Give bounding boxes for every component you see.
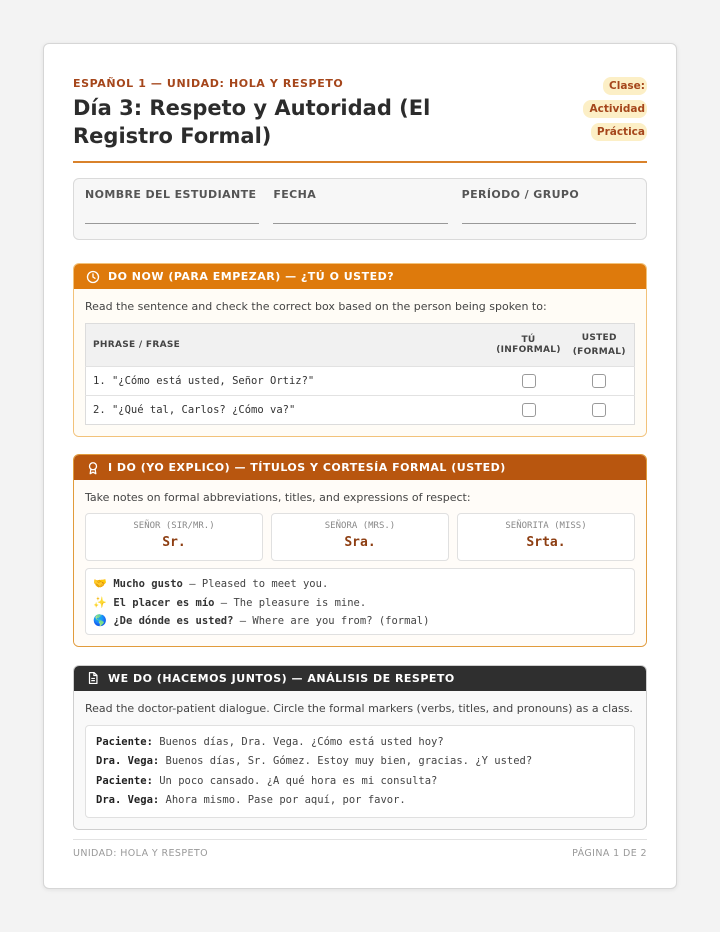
abbreviation-cards <box>85 513 635 561</box>
expression-item <box>93 594 627 613</box>
abbreviation-value: Sr. <box>162 535 186 550</box>
worksheet-header <box>73 44 647 163</box>
abbreviation-label: SEÑORA (MRS.) <box>324 521 396 531</box>
line-text: Un poco cansado. ¿A qué hora es mi consulta? <box>152 774 438 787</box>
page-number: PÁGINA 1 DE 2 <box>572 848 647 859</box>
date-line[interactable] <box>273 223 447 224</box>
do-now-instructions: Read the sentence and check the correct box based on the person being spoken to: <box>85 300 547 313</box>
dialogue-line <box>96 791 624 811</box>
abbreviation-card <box>271 513 449 561</box>
phrase-table <box>85 323 635 425</box>
student-info-box <box>73 178 647 240</box>
phrase-cell: 1. "¿Cómo está usted, Señor Ortiz?" <box>86 367 493 396</box>
dialogue-line <box>96 752 624 772</box>
dialogue-line <box>96 772 624 792</box>
expression-phrase: El placer es mío <box>113 596 215 609</box>
expression-phrase: Mucho gusto <box>113 578 183 590</box>
period-label: PERÍODO / GRUPO <box>461 188 580 201</box>
period-line[interactable] <box>462 223 636 224</box>
usted-checkbox[interactable] <box>592 403 606 417</box>
footer-unit: UNIDAD: HOLA Y RESPETO <box>73 848 208 859</box>
line-text: Buenos días, Sr. Gómez. Estoy muy bien, gracias. ¿Y usted? <box>159 755 533 767</box>
we-do-section <box>73 665 647 830</box>
expression-item <box>93 575 627 594</box>
abbreviation-card <box>85 513 263 561</box>
expression-phrase: ¿De dónde es usted? <box>113 615 234 627</box>
expression-item <box>93 612 627 631</box>
period-field[interactable] <box>462 188 636 239</box>
class-badge-label: Clase: Actividad Práctica <box>583 77 647 141</box>
date-field[interactable] <box>273 188 447 239</box>
abbreviation-label: SEÑORITA (MISS) <box>505 521 587 531</box>
award-icon <box>86 461 100 475</box>
dialogue-line <box>96 733 624 753</box>
abbreviation-label: SEÑOR (SIR/MR.) <box>133 521 215 531</box>
worksheet-page <box>43 43 677 889</box>
i-do-heading: I DO (YO EXPLICO) — TÍTULOS Y CORTESÍA FORMAL (USTED) <box>108 461 506 474</box>
line-text: Buenos días, Dra. Vega. ¿Cómo está usted hoy? <box>152 735 444 748</box>
globe-icon: 🌎 <box>93 614 107 627</box>
i-do-section <box>73 454 647 647</box>
abbreviation-card <box>457 513 635 561</box>
we-do-heading: WE DO (HACEMOS JUNTOS) — ANÁLISIS DE RESPETO <box>108 671 455 685</box>
table-row <box>86 396 635 425</box>
column-header-usted: USTED (FORMAL) <box>565 324 635 367</box>
phrase-cell: 2. "¿Qué tal, Carlos? ¿Cómo va?" <box>86 396 493 425</box>
do-now-heading: DO NOW (PARA EMPEZAR) — ¿TÚ O USTED? <box>108 270 395 283</box>
column-header-phrase: PHRASE / FRASE <box>86 324 493 367</box>
date-label: FECHA <box>273 188 317 201</box>
page-title: Día 3: Respeto y Autoridad (El Registro Formal) <box>73 96 431 148</box>
page-footer <box>73 839 647 859</box>
speaker: Paciente: <box>96 735 153 748</box>
class-badge <box>555 74 647 143</box>
expressions-box <box>85 568 635 635</box>
i-do-header <box>74 455 646 480</box>
student-name-label: NOMBRE DEL ESTUDIANTE <box>85 188 257 201</box>
speaker: Dra. Vega: <box>96 794 160 806</box>
speaker: Dra. Vega: <box>96 755 160 767</box>
expression-meaning: — The pleasure is mine. <box>214 596 367 609</box>
student-name-line[interactable] <box>85 223 259 224</box>
expression-meaning: — Pleased to meet you. <box>182 578 329 590</box>
tu-checkbox[interactable] <box>522 374 536 388</box>
do-now-section <box>73 263 647 437</box>
line-text: Ahora mismo. Pase por aquí, por favor. <box>159 794 406 806</box>
speaker: Paciente: <box>96 774 153 787</box>
course-kicker: ESPAÑOL 1 — UNIDAD: HOLA Y RESPETO <box>73 77 344 90</box>
document-icon <box>86 671 100 685</box>
usted-checkbox[interactable] <box>592 374 606 388</box>
abbreviation-value: Srta. <box>526 535 566 550</box>
abbreviation-value: Sra. <box>344 535 376 550</box>
sparkles-icon: ✨ <box>93 595 107 609</box>
column-header-tu: TÚ (INFORMAL) <box>493 324 565 367</box>
we-do-header <box>74 666 646 691</box>
clock-icon <box>86 270 100 284</box>
expression-meaning: — Where are you from? (formal) <box>233 615 430 627</box>
dialogue-box <box>85 725 635 818</box>
we-do-instructions: Read the doctor-patient dialogue. Circle the formal markers (verbs, titles, and pronouns) as a class. <box>85 701 633 715</box>
student-name-field[interactable] <box>85 188 259 239</box>
handshake-icon: 🤝 <box>93 577 107 590</box>
tu-checkbox[interactable] <box>522 403 536 417</box>
table-row <box>86 367 635 396</box>
do-now-header <box>74 264 646 289</box>
i-do-instructions: Take notes on formal abbreviations, titles, and expressions of respect: <box>85 491 471 504</box>
